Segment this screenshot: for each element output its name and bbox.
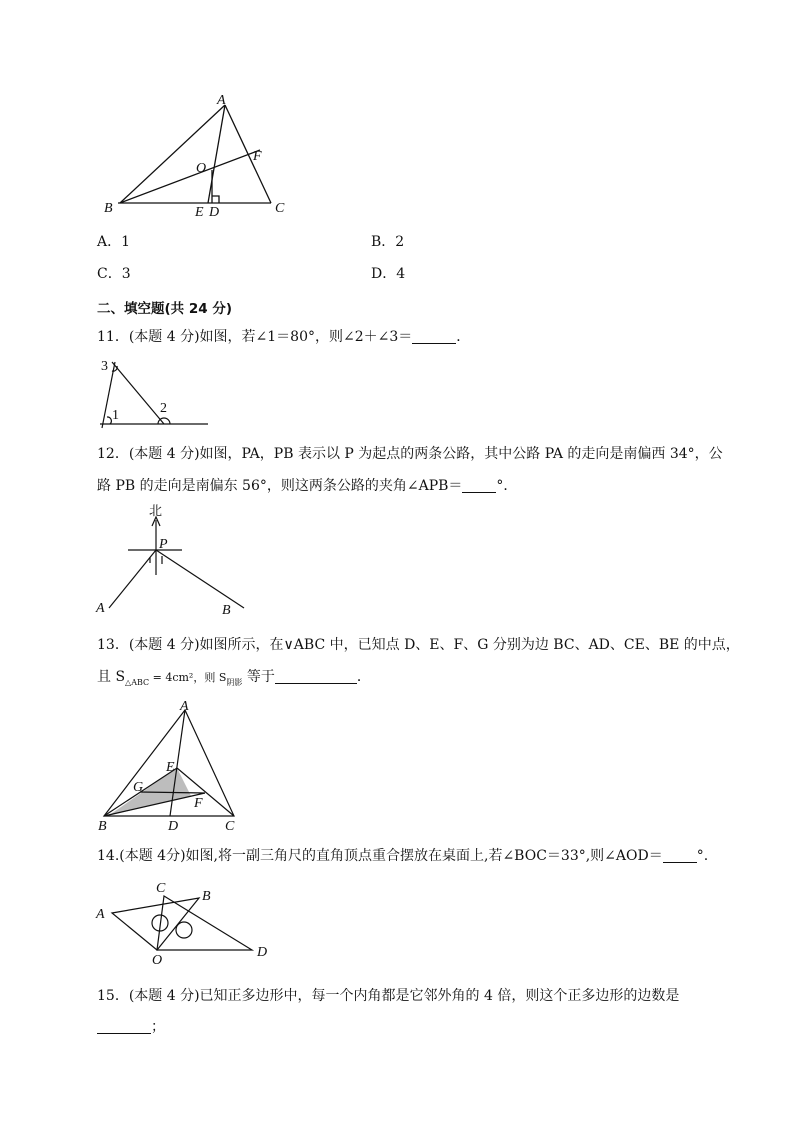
q13-text-a: 且 S	[97, 669, 126, 685]
q13-suffix: ．	[356, 669, 371, 685]
q14-label-C: C	[156, 881, 166, 896]
q13-label-C: C	[225, 819, 235, 834]
question-13-line2	[97, 666, 371, 694]
q11-label-3: 3	[101, 359, 108, 374]
q13-sub-abc: △ABC	[125, 677, 150, 687]
q13-label-D: D	[168, 819, 179, 834]
q13-blank[interactable]	[275, 669, 357, 684]
q12-text: 路 PB 的走向是南偏东 56°，则这两条公路的夹角∠APB＝	[97, 478, 463, 494]
figure-q14	[92, 880, 282, 968]
q13-label-E: E	[166, 760, 175, 775]
option-a: A．1	[97, 234, 131, 250]
q12-label-P: P	[159, 537, 168, 552]
question-15-line1: 15．(本题 4 分)已知正多边形中，每一个内角都是它邻外角的 4 倍，则这个正多边形的边数是	[97, 988, 680, 1004]
q12-north-label: 北	[149, 504, 163, 519]
q11-text: 11．(本题 4 分)如图，若∠1＝80°，则∠2＋∠3＝	[97, 329, 413, 345]
q12-label-A: A	[96, 601, 105, 616]
q11-label-2: 2	[160, 401, 167, 416]
figure-q12	[92, 500, 257, 618]
q13-label-F: F	[194, 796, 203, 811]
q14-suffix: °.	[696, 848, 709, 864]
q12-blank[interactable]	[462, 478, 496, 493]
label-D: D	[209, 205, 220, 220]
q14-label-A: A	[96, 907, 105, 922]
figure-q10	[100, 88, 300, 223]
q13-sub-shadow: 阴影	[226, 677, 243, 687]
section-heading: 二、填空题(共 24 分)	[97, 301, 233, 317]
option-c: C．3	[97, 266, 131, 282]
q11-label-1: 1	[112, 408, 119, 423]
q14-label-O: O	[152, 953, 163, 968]
q11-suffix: ．	[456, 329, 471, 345]
q14-blank[interactable]	[663, 848, 697, 863]
q14-label-D: D	[257, 945, 268, 960]
label-B: B	[104, 201, 113, 216]
q14-text: 14.(本题 4分)如图,将一副三角尺的直角顶点重合摆放在桌面上,若∠BOC＝33°,则∠AOD＝	[97, 848, 663, 864]
figure-q11	[96, 352, 216, 430]
label-F: F	[253, 149, 262, 164]
q11-blank[interactable]	[412, 329, 456, 344]
question-14	[97, 845, 708, 867]
question-13-line1: 13．(本题 4 分)如图所示，在∨ABC 中，已知点 D、E、F、G 分别为边 BC、AD、CE、BE 的中点，	[97, 637, 740, 653]
figure-q13	[92, 696, 242, 834]
question-12-line1: 12．(本题 4 分)如图，PA，PB 表示以 P 为起点的两条公路，其中公路 PA 的走向是南偏西 34°，公	[97, 446, 723, 462]
q15-suffix: ；	[151, 1019, 165, 1035]
label-O: O	[196, 161, 207, 176]
q12-suffix: °．	[496, 478, 518, 494]
q15-blank[interactable]	[97, 1019, 151, 1034]
question-12-line2	[97, 475, 517, 497]
option-b: B．2	[371, 234, 405, 250]
label-C: C	[275, 201, 285, 216]
q13-text-b: = 4cm²，则 S	[149, 671, 227, 684]
q12-label-B: B	[222, 603, 231, 618]
label-E: E	[195, 205, 204, 220]
question-11	[97, 326, 470, 348]
question-15-line2	[97, 1016, 165, 1038]
q13-label-A: A	[180, 699, 189, 714]
q13-label-B: B	[98, 819, 107, 834]
option-d: D．4	[371, 266, 406, 282]
q13-text-c: 等于	[242, 669, 275, 685]
label-A: A	[217, 93, 226, 108]
q13-label-G: G	[133, 780, 144, 795]
q14-label-B: B	[202, 889, 211, 904]
